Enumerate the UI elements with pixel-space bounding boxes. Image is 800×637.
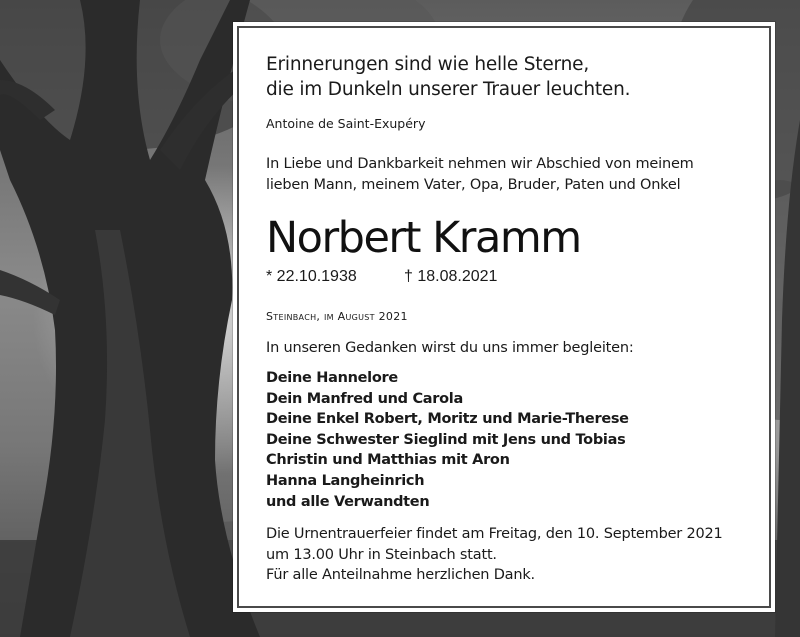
mourner-entry: Dein Manfred und Carola [266,390,463,407]
farewell-intro [266,154,694,196]
service-line: um 13.00 Uhr in Steinbach statt. [266,546,497,563]
quote-line: die im Dunkeln unserer Trauer leuchten. [266,79,631,100]
death-date: † 18.08.2021 [404,268,498,285]
mourner-entry: Deine Schwester Sieglind mit Jens und Tobias [266,431,626,448]
birth-date: * 22.10.1938 [266,268,357,285]
service-line: Für alle Anteilnahme herzlichen Dank. [266,567,535,583]
mourner-entry: Christin und Matthias mit Aron [266,452,510,469]
deceased-name: Norbert Kramm [266,213,581,263]
quote-line: Erinnerungen sind wie helle Sterne, [266,54,590,75]
quote-author: Antoine de Saint-Exupéry [266,116,426,131]
funeral-service-info [266,524,723,586]
life-dates [266,268,497,286]
memorial-quote [266,52,630,102]
mourner-entry: Hanna Langheinrich [266,472,425,489]
obituary-card-border [237,26,771,608]
mourner-entry: und alle Verwandten [266,493,430,510]
mourner-entry: Deine Hannelore [266,370,398,386]
place-and-date: Steinbach, im August 2021 [266,310,408,323]
memorial-motto: In unseren Gedanken wirst du uns immer begleiten: [266,340,634,356]
intro-line: In Liebe und Dankbarkeit nehmen wir Abschied von meinem [266,156,694,172]
mourner-entry: Deine Enkel Robert, Moritz und Marie-Therese [266,411,629,428]
obituary-card [233,22,775,612]
service-line: Die Urnentrauerfeier findet am Freitag, den 10. September 2021 [266,526,723,542]
intro-line: lieben Mann, meinem Vater, Opa, Bruder, Paten und Onkel [266,177,681,193]
mourners-list [266,368,629,512]
